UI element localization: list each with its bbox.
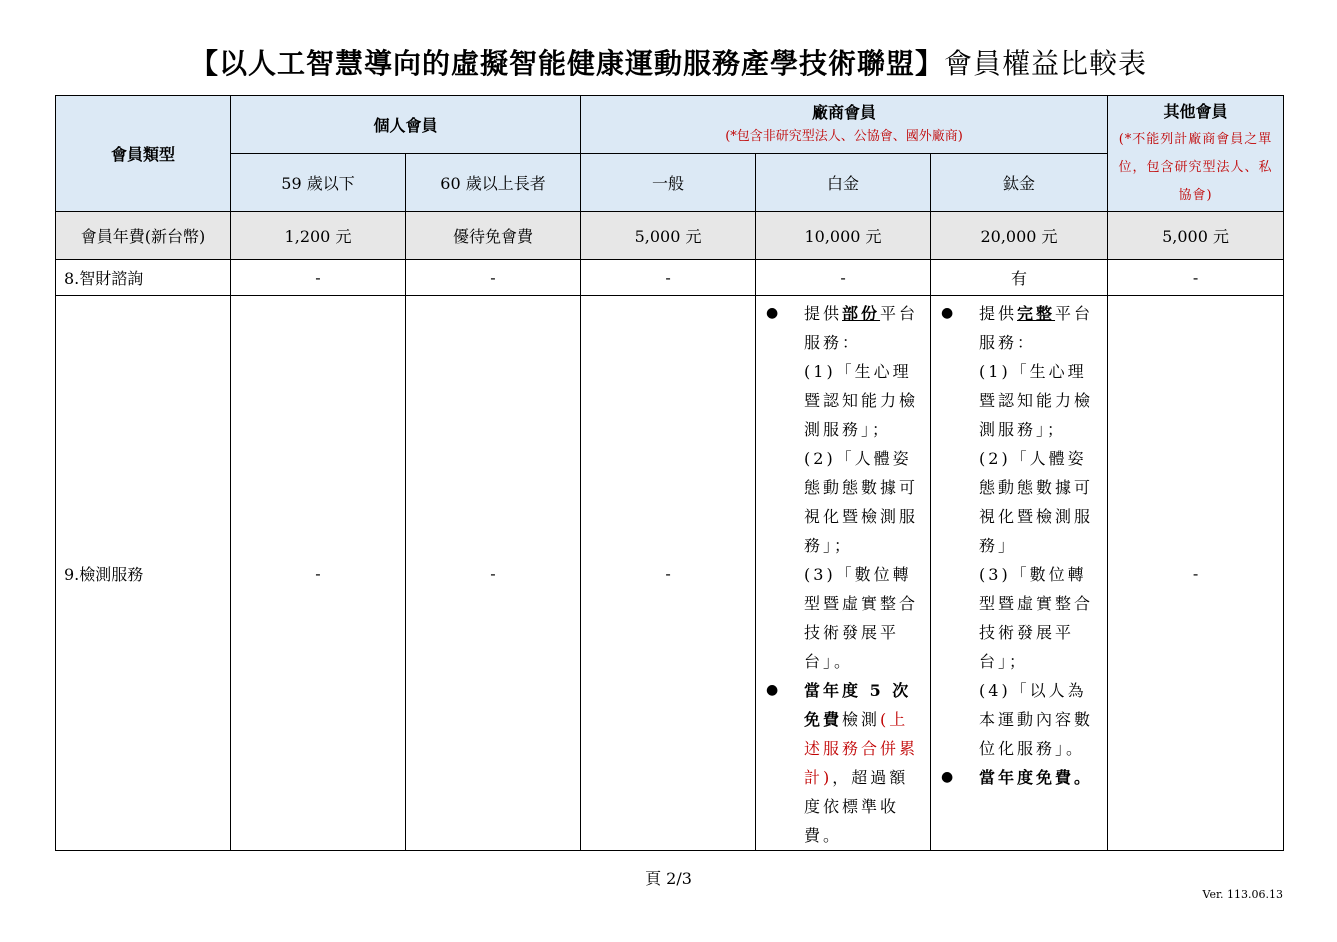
test-row <box>56 296 1284 851</box>
ip-cell: - <box>581 260 756 296</box>
header-other <box>1108 96 1284 212</box>
list-item: ● 當年度免費。 <box>941 763 1103 792</box>
ip-cell: - <box>1108 260 1284 296</box>
bullet-icon: ● <box>766 682 782 698</box>
fee-row <box>56 212 1284 260</box>
red-note: (上述服務合併累計) <box>804 710 919 787</box>
page-title <box>0 44 1337 84</box>
test-cell: - <box>231 296 406 851</box>
header-other-label: 其他會員 <box>1163 101 1228 121</box>
title-bold: 【以人工智慧導向的虛擬智能健康運動服務產學技術聯盟】 <box>189 47 944 80</box>
header-vendor <box>581 96 1108 154</box>
bullet-icon: ● <box>941 769 957 785</box>
list-item: ● 提供完整平台服務： (1)「生心理暨認知能力檢測服務」； (2)「人體姿態動態數據可視化暨檢測服務」 (3)「數位轉型暨虛實整合技術發展平台」； (4)「以人為本運動內容數位化服務」。 <box>941 299 1103 763</box>
ip-cell: - <box>406 260 581 296</box>
test-cell: - <box>581 296 756 851</box>
list-item: ● 當年度 5 次免費檢測(上述服務合併累計)，超過額度依標準收費。 <box>766 676 926 850</box>
ip-label: 8.智財諮詢 <box>56 260 231 296</box>
bullet-icon: ● <box>941 305 957 321</box>
sub-header-under-59: 59 歲以下 <box>231 154 406 212</box>
header-member-type: 會員類型 <box>56 96 231 212</box>
fee-cell: 20,000 元 <box>931 212 1108 260</box>
header-vendor-label: 廠商會員 <box>812 102 877 122</box>
fee-label: 會員年費(新台幣) <box>56 212 231 260</box>
fee-cell: 5,000 元 <box>1108 212 1284 260</box>
ip-cell: - <box>756 260 931 296</box>
emphasis-complete: 完整 <box>1017 304 1056 323</box>
sub-header-over-60: 60 歲以上長者 <box>406 154 581 212</box>
emphasis-partial: 部份 <box>842 304 881 323</box>
sub-header-platinum: 白金 <box>756 154 931 212</box>
test-cell: - <box>406 296 581 851</box>
bullet-icon: ● <box>766 305 782 321</box>
title-normal: 會員權益比較表 <box>944 47 1148 80</box>
sub-header-general: 一般 <box>581 154 756 212</box>
version-label: Ver. 113.06.13 <box>1202 888 1283 901</box>
comparison-table <box>55 95 1284 851</box>
ip-cell: - <box>231 260 406 296</box>
page-number: 頁 2/3 <box>645 869 692 888</box>
sub-header-titanium: 鈦金 <box>931 154 1108 212</box>
fee-cell: 1,200 元 <box>231 212 406 260</box>
test-cell: - <box>1108 296 1284 851</box>
test-label: 9.檢測服務 <box>56 296 231 851</box>
fee-cell: 優待免會費 <box>406 212 581 260</box>
fee-cell: 10,000 元 <box>756 212 931 260</box>
test-platinum-cell <box>756 296 931 851</box>
ip-cell: 有 <box>931 260 1108 296</box>
header-personal: 個人會員 <box>231 96 581 154</box>
fee-cell: 5,000 元 <box>581 212 756 260</box>
list-item: ● 提供部份平台服務： (1)「生心理暨認知能力檢測服務」； (2)「人體姿態動態數據可視化暨檢測服務」； (3)「數位轉型暨虛實整合技術發展平台」。 <box>766 299 926 676</box>
test-titanium-cell <box>931 296 1108 851</box>
header-other-note: (*不能列計廠商會員之單位，包含研究型法人、私協會) <box>1118 131 1273 203</box>
ip-row <box>56 260 1284 296</box>
header-vendor-note: (*包含非研究型法人、公協會、國外廠商) <box>725 128 963 144</box>
